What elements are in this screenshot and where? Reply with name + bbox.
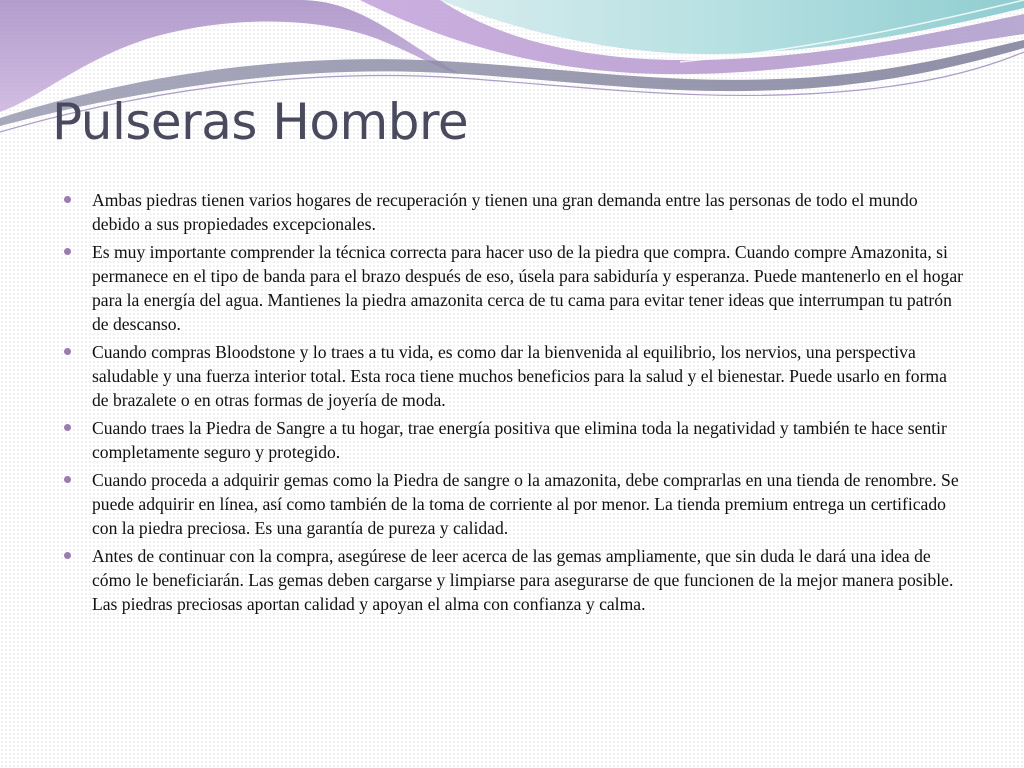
bullet-item: [64, 544, 966, 616]
bullet-dot-icon: [64, 424, 71, 431]
bullet-item: [64, 188, 966, 236]
slide-title: Pulseras Hombre: [52, 93, 469, 151]
bullet-dot-icon: [64, 348, 71, 355]
bullet-dot-icon: [64, 476, 71, 483]
bullet-item: [64, 240, 966, 336]
bullet-item: [64, 340, 966, 412]
bullet-dot-icon: [64, 196, 71, 203]
bullet-item: [64, 416, 966, 464]
bullet-text: Cuando compras Bloodstone y lo traes a tu vida, es como dar la bienvenida al equilibrio, los nervios, una perspectiva saludable y una fuerza interior total. Esta roca tiene muchos beneficios para la salud y el bienestar. Puede usarlo en forma de brazalete o en otras formas de joyería de moda.: [92, 342, 947, 410]
bullet-text: Es muy importante comprender la técnica correcta para hacer uso de la piedra que compra. Cuando compre Amazonita, si permanece en el tipo de banda para el brazo después de eso, úsela para sabiduría y esperanza. Puede mantenerlo en el hogar para la energía del agua. Mantienes la piedra amazonita cerca de tu cama para evitar tener ideas que interrumpan tu patrón de descanso.: [92, 242, 963, 334]
bullet-text: Cuando traes la Piedra de Sangre a tu hogar, trae energía positiva que elimina toda la negatividad y también te hace sentir completamente seguro y protegido.: [92, 418, 947, 462]
bullet-text: Cuando proceda a adquirir gemas como la Piedra de sangre o la amazonita, debe comprarlas en una tienda de renombre. Se puede adquirir en línea, así como también de la toma de corriente al por menor. La tienda premium entrega un certificado con la piedra preciosa. Es una garantía de pureza y calidad.: [92, 470, 959, 538]
bullet-dot-icon: [64, 552, 71, 559]
bullet-item: [64, 468, 966, 540]
bullet-dot-icon: [64, 248, 71, 255]
bullet-text: Ambas piedras tienen varios hogares de recuperación y tienen una gran demanda entre las personas de todo el mundo debido a sus propiedades excepcionales.: [92, 190, 918, 234]
bullet-text: Antes de continuar con la compra, asegúrese de leer acerca de las gemas ampliamente, que sin duda le dará una idea de cómo le beneficiarán. Las gemas deben cargarse y limpiarse para asegurarse de que funcionen de la mejor manera posible. Las piedras preciosas aportan calidad y apoyan el alma con confianza y calma.: [92, 546, 954, 614]
bullet-list: [64, 188, 966, 620]
